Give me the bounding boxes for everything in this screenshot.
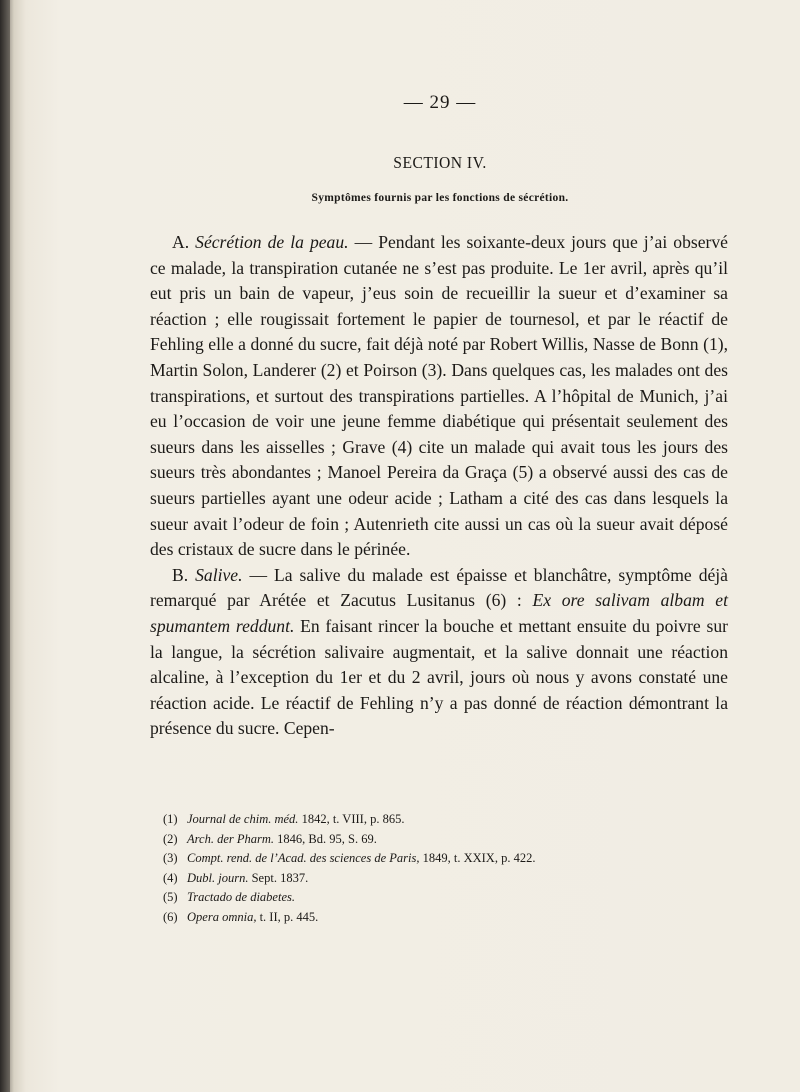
paragraph-a: [150, 230, 728, 563]
footnote-number: (6): [163, 909, 178, 924]
footnote-reference: 1849, t. XXIX, p. 422.: [419, 851, 536, 865]
page-number: — 29 —: [403, 92, 477, 113]
footnote-reference: Sept. 1837.: [248, 870, 309, 885]
footnote-source: Compt. rend. de l’Acad. des sciences de Paris,: [187, 851, 420, 865]
footnotes: [163, 810, 723, 927]
body-text: [150, 230, 728, 742]
footnote-source: Tractado de diabetes.: [187, 890, 295, 904]
footnote: [163, 810, 723, 830]
section-title: SECTION IV.: [393, 153, 487, 172]
footnote: [163, 869, 723, 889]
footnote-reference: 1842, t. VIII, p. 865.: [298, 812, 405, 826]
footnote: [163, 849, 723, 869]
paragraph-b-text-2: En faisant rincer la bouche et mettant ensuite du poivre sur la langue, la sécrétion salivaire augmentait, et la salive donnait une réaction alcaline, à l’exception du 1er et du 2 avril, jours où nous y avons constaté une réaction acide. Le réactif de Fehling n’y a pas donné de réaction démontrant la présence du sucre. Cepen-: [150, 615, 728, 739]
paragraph-b-heading: Salive.: [195, 564, 243, 585]
footnote-reference: 1846, Bd. 95, S. 69.: [274, 831, 377, 846]
footnote: [163, 908, 723, 928]
paragraph-b-lead: B.: [172, 564, 189, 585]
footnote-source: Arch. der Pharm.: [187, 831, 275, 846]
paragraph-a-lead: A.: [172, 232, 190, 252]
footnote-number: (1): [163, 812, 178, 826]
footnote-source: Journal de chim. méd.: [187, 812, 299, 826]
latin-quote: Ex ore salivam albam et spumantem reddunt.: [150, 590, 728, 636]
footnote: [163, 888, 723, 908]
footnote-number: (3): [163, 851, 178, 865]
footnote-source: Opera omnia,: [187, 909, 257, 924]
paragraph-b-text-1: — La salive du malade est épaisse et blanchâtre, symptôme déjà remarqué par Arétée et Zacutus Lusitanus (6) :: [150, 564, 728, 611]
book-spine: [0, 0, 10, 1092]
section-subtitle: Symptômes fournis par les fonctions de sécrétion.: [311, 192, 569, 204]
footnote-reference: t. II, p. 445.: [256, 909, 319, 924]
footnote-number: (5): [163, 890, 178, 904]
footnote-number: (2): [163, 831, 178, 846]
footnote: [163, 830, 723, 850]
footnote-source: Dubl. journ.: [187, 870, 249, 885]
paragraph-a-heading: Sécrétion de la peau.: [195, 232, 349, 252]
paragraph-b: [150, 563, 728, 742]
paragraph-a-text: — Pendant les soixante-deux jours que j’ai observé ce malade, la transpiration cutanée ne s’est pas produite. Le 1er avril, après qu’il eut pris un bain de vapeur, j’eus soin de recueillir la sueur et d’examiner sa réaction ; elle rougissait fortement le papier de tournesol, et par le réactif de Fehling elle a donné du sucre, fait déjà noté par Robert Willis, Nasse de Bonn (1), Martin Solon, Landerer (2) et Poirson (3). Dans quelques cas, les malades ont des transpirations, et surtout des transpirations partielles. A l’hôpital de Munich, j’ai eu l’occasion de voir une jeune femme diabétique qui présentait seulement des sueurs dans les aisselles ; Grave (4) cite un malade qui avait tous les jours des sueurs très abondantes ; Manoel Pereira da Graça (5) a observé aussi des cas de sueurs partielles ayant une odeur acide ; Latham a cité des cas dans lesquels la sueur avait l’odeur de foin ; Autenrieth cite aussi un cas où la sueur avait déposé des cristaux de sucre dans le périnée.: [150, 232, 728, 560]
footnote-number: (4): [163, 870, 178, 885]
